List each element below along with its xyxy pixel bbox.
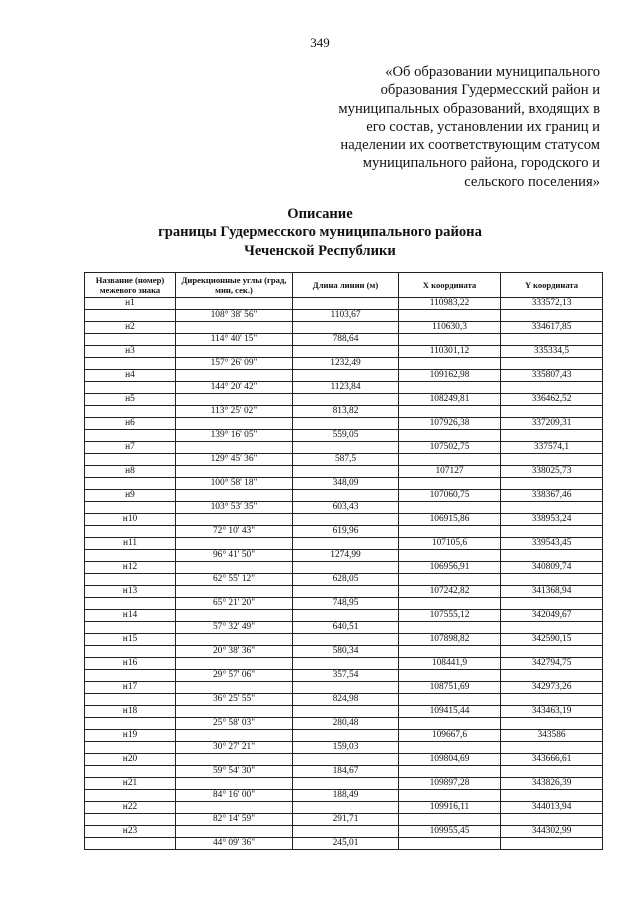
x-coordinate-cell: 107127 — [399, 466, 501, 478]
point-name-cell: н14 — [85, 610, 176, 622]
empty-cell — [85, 742, 176, 754]
column-header-length: Длина линии (м) — [293, 273, 399, 298]
x-coordinate-cell: 109667,6 — [399, 730, 501, 742]
direction-angle-cell: 72° 10' 43" — [176, 526, 293, 538]
column-header-y: Y координата — [501, 273, 603, 298]
x-coordinate-cell: 110630,3 — [399, 322, 501, 334]
point-name-cell: н9 — [85, 490, 176, 502]
table-row-point — [85, 826, 603, 838]
empty-cell — [501, 814, 603, 826]
line-length-cell: 628,05 — [293, 574, 399, 586]
empty-cell — [501, 406, 603, 418]
table-row-segment — [85, 334, 603, 346]
header-line: образования Гудермесский район и — [380, 82, 600, 99]
page-number: 349 — [310, 35, 330, 50]
line-length-cell: 1103,67 — [293, 310, 399, 322]
empty-cell — [85, 478, 176, 490]
y-coordinate-cell: 335807,43 — [501, 370, 603, 382]
point-name-cell: н8 — [85, 466, 176, 478]
table-row-segment — [85, 478, 603, 490]
empty-cell — [501, 502, 603, 514]
empty-cell — [501, 790, 603, 802]
direction-angle-cell: 30° 27' 21" — [176, 742, 293, 754]
empty-cell — [176, 490, 293, 502]
empty-cell — [399, 646, 501, 658]
empty-cell — [399, 334, 501, 346]
y-coordinate-cell: 343826,39 — [501, 778, 603, 790]
y-coordinate-cell: 334617,85 — [501, 322, 603, 334]
empty-cell — [293, 490, 399, 502]
direction-angle-cell: 103° 53' 35" — [176, 502, 293, 514]
empty-cell — [399, 670, 501, 682]
x-coordinate-cell: 109415,44 — [399, 706, 501, 718]
y-coordinate-cell: 344302,99 — [501, 826, 603, 838]
direction-angle-cell: 114° 40' 15" — [176, 334, 293, 346]
x-coordinate-cell: 107105,6 — [399, 538, 501, 550]
x-coordinate-cell: 106956,91 — [399, 562, 501, 574]
direction-angle-cell: 44° 09' 36" — [176, 838, 293, 850]
table-row-point — [85, 538, 603, 550]
table-row-point — [85, 466, 603, 478]
direction-angle-cell: 144° 20' 42" — [176, 382, 293, 394]
x-coordinate-cell: 108249,81 — [399, 394, 501, 406]
y-coordinate-cell: 333572,13 — [501, 298, 603, 310]
empty-cell — [501, 430, 603, 442]
point-name-cell: н3 — [85, 346, 176, 358]
y-coordinate-cell: 340809,74 — [501, 562, 603, 574]
y-coordinate-cell: 342590,15 — [501, 634, 603, 646]
line-length-cell: 357,54 — [293, 670, 399, 682]
empty-cell — [501, 598, 603, 610]
direction-angle-cell: 57° 32' 49" — [176, 622, 293, 634]
empty-cell — [399, 454, 501, 466]
empty-cell — [501, 622, 603, 634]
direction-angle-cell: 113° 25' 02" — [176, 406, 293, 418]
empty-cell — [501, 310, 603, 322]
point-name-cell: н20 — [85, 754, 176, 766]
direction-angle-cell: 62° 55' 12" — [176, 574, 293, 586]
empty-cell — [501, 454, 603, 466]
x-coordinate-cell: 109897,28 — [399, 778, 501, 790]
x-coordinate-cell: 109162,98 — [399, 370, 501, 382]
empty-cell — [85, 526, 176, 538]
line-length-cell: 1232,49 — [293, 358, 399, 370]
table-row-point — [85, 730, 603, 742]
table-row-point — [85, 418, 603, 430]
empty-cell — [176, 394, 293, 406]
table-row-point — [85, 298, 603, 310]
table-row-segment — [85, 502, 603, 514]
header-line: муниципального района, городского и — [362, 155, 600, 172]
empty-cell — [501, 838, 603, 850]
y-coordinate-cell: 338025,73 — [501, 466, 603, 478]
empty-cell — [176, 538, 293, 550]
line-length-cell: 348,09 — [293, 478, 399, 490]
direction-angle-cell: 65° 21' 20" — [176, 598, 293, 610]
empty-cell — [293, 730, 399, 742]
empty-cell — [501, 718, 603, 730]
table-row-segment — [85, 742, 603, 754]
document-header-reference — [300, 63, 600, 191]
empty-cell — [501, 742, 603, 754]
y-coordinate-cell: 336462,52 — [501, 394, 603, 406]
table-row-point — [85, 586, 603, 598]
point-name-cell: н10 — [85, 514, 176, 526]
empty-cell — [85, 622, 176, 634]
x-coordinate-cell: 107926,38 — [399, 418, 501, 430]
empty-cell — [399, 574, 501, 586]
point-name-cell: н22 — [85, 802, 176, 814]
table-row-segment — [85, 310, 603, 322]
direction-angle-cell: 96° 41' 50" — [176, 550, 293, 562]
line-length-cell: 559,05 — [293, 430, 399, 442]
table-row-segment — [85, 622, 603, 634]
empty-cell — [176, 562, 293, 574]
x-coordinate-cell: 107502,75 — [399, 442, 501, 454]
y-coordinate-cell: 342973,26 — [501, 682, 603, 694]
empty-cell — [176, 586, 293, 598]
y-coordinate-cell: 338953,24 — [501, 514, 603, 526]
direction-angle-cell: 157° 26' 09" — [176, 358, 293, 370]
table-row-point — [85, 346, 603, 358]
direction-angle-cell: 36° 25' 55" — [176, 694, 293, 706]
empty-cell — [399, 718, 501, 730]
empty-cell — [176, 442, 293, 454]
direction-angle-cell: 84° 16' 00" — [176, 790, 293, 802]
empty-cell — [399, 598, 501, 610]
direction-angle-cell: 108° 38' 56" — [176, 310, 293, 322]
header-line: его состав, установлении их границ и — [366, 118, 600, 135]
empty-cell — [176, 298, 293, 310]
empty-cell — [176, 658, 293, 670]
empty-cell — [85, 598, 176, 610]
x-coordinate-cell: 107060,75 — [399, 490, 501, 502]
line-length-cell: 184,67 — [293, 766, 399, 778]
empty-cell — [176, 346, 293, 358]
x-coordinate-cell: 110983,22 — [399, 298, 501, 310]
empty-cell — [501, 646, 603, 658]
empty-cell — [176, 610, 293, 622]
empty-cell — [293, 418, 399, 430]
empty-cell — [176, 826, 293, 838]
table-row-segment — [85, 406, 603, 418]
empty-cell — [85, 430, 176, 442]
header-line: наделении их соответствующим статусом — [340, 137, 600, 154]
table-row-segment — [85, 526, 603, 538]
point-name-cell: н5 — [85, 394, 176, 406]
column-header-name: Название (номер) межевого знака — [85, 273, 176, 298]
table-row-segment — [85, 454, 603, 466]
table-row-point — [85, 658, 603, 670]
empty-cell — [293, 538, 399, 550]
table-row-point — [85, 754, 603, 766]
empty-cell — [293, 682, 399, 694]
empty-cell — [293, 802, 399, 814]
empty-cell — [85, 814, 176, 826]
empty-cell — [85, 766, 176, 778]
empty-cell — [85, 574, 176, 586]
table-body — [85, 298, 603, 850]
empty-cell — [176, 370, 293, 382]
empty-cell — [293, 706, 399, 718]
line-length-cell: 291,71 — [293, 814, 399, 826]
empty-cell — [85, 454, 176, 466]
empty-cell — [85, 838, 176, 850]
empty-cell — [399, 478, 501, 490]
empty-cell — [399, 526, 501, 538]
empty-cell — [399, 502, 501, 514]
y-coordinate-cell: 337209,31 — [501, 418, 603, 430]
table-row-segment — [85, 598, 603, 610]
table-row-segment — [85, 814, 603, 826]
empty-cell — [293, 322, 399, 334]
line-length-cell: 580,34 — [293, 646, 399, 658]
line-length-cell: 824,98 — [293, 694, 399, 706]
empty-cell — [293, 826, 399, 838]
empty-cell — [176, 634, 293, 646]
column-header-angle: Дирекционные углы (град, мин, сек.) — [176, 273, 293, 298]
empty-cell — [85, 718, 176, 730]
empty-cell — [293, 610, 399, 622]
empty-cell — [85, 358, 176, 370]
empty-cell — [293, 754, 399, 766]
x-coordinate-cell: 109916,11 — [399, 802, 501, 814]
direction-angle-cell: 20° 38' 36" — [176, 646, 293, 658]
x-coordinate-cell: 108441,9 — [399, 658, 501, 670]
empty-cell — [399, 814, 501, 826]
line-length-cell: 788,64 — [293, 334, 399, 346]
empty-cell — [293, 514, 399, 526]
table-row-segment — [85, 550, 603, 562]
title-line: Чеченской Республики — [244, 242, 396, 259]
empty-cell — [85, 694, 176, 706]
table-row-point — [85, 370, 603, 382]
table-header-row — [85, 273, 603, 298]
y-coordinate-cell: 343463,19 — [501, 706, 603, 718]
empty-cell — [293, 634, 399, 646]
boundary-coordinates-table — [84, 272, 603, 850]
empty-cell — [176, 682, 293, 694]
table-row-point — [85, 514, 603, 526]
point-name-cell: н11 — [85, 538, 176, 550]
empty-cell — [501, 694, 603, 706]
point-name-cell: н17 — [85, 682, 176, 694]
point-name-cell: н15 — [85, 634, 176, 646]
point-name-cell: н19 — [85, 730, 176, 742]
direction-angle-cell: 25° 58' 03" — [176, 718, 293, 730]
empty-cell — [399, 382, 501, 394]
y-coordinate-cell: 341368,94 — [501, 586, 603, 598]
empty-cell — [85, 550, 176, 562]
empty-cell — [293, 442, 399, 454]
table-row-segment — [85, 382, 603, 394]
y-coordinate-cell: 344013,94 — [501, 802, 603, 814]
empty-cell — [85, 406, 176, 418]
table-row-point — [85, 778, 603, 790]
empty-cell — [176, 322, 293, 334]
empty-cell — [85, 646, 176, 658]
empty-cell — [293, 778, 399, 790]
empty-cell — [293, 346, 399, 358]
table-row-segment — [85, 694, 603, 706]
empty-cell — [501, 478, 603, 490]
empty-cell — [293, 658, 399, 670]
direction-angle-cell: 129° 45' 36" — [176, 454, 293, 466]
point-name-cell: н1 — [85, 298, 176, 310]
empty-cell — [176, 706, 293, 718]
table-row-point — [85, 562, 603, 574]
table-row-point — [85, 490, 603, 502]
point-name-cell: н21 — [85, 778, 176, 790]
y-coordinate-cell: 339543,45 — [501, 538, 603, 550]
table-row-segment — [85, 790, 603, 802]
empty-cell — [399, 622, 501, 634]
table-row-segment — [85, 718, 603, 730]
line-length-cell: 245,01 — [293, 838, 399, 850]
line-length-cell: 587,5 — [293, 454, 399, 466]
direction-angle-cell: 59° 54' 30" — [176, 766, 293, 778]
empty-cell — [176, 466, 293, 478]
header-line: «Об образовании муниципального — [385, 64, 600, 80]
empty-cell — [501, 526, 603, 538]
table-row-point — [85, 610, 603, 622]
empty-cell — [501, 358, 603, 370]
empty-cell — [176, 802, 293, 814]
x-coordinate-cell: 108751,69 — [399, 682, 501, 694]
header-line: сельского поселения» — [464, 173, 600, 190]
y-coordinate-cell: 337574,1 — [501, 442, 603, 454]
table-row-point — [85, 802, 603, 814]
x-coordinate-cell: 109804,69 — [399, 754, 501, 766]
x-coordinate-cell: 107555,12 — [399, 610, 501, 622]
point-name-cell: н7 — [85, 442, 176, 454]
line-length-cell: 188,49 — [293, 790, 399, 802]
x-coordinate-cell: 109955,45 — [399, 826, 501, 838]
table-row-point — [85, 442, 603, 454]
direction-angle-cell: 29° 57' 06" — [176, 670, 293, 682]
line-length-cell: 640,51 — [293, 622, 399, 634]
empty-cell — [85, 310, 176, 322]
empty-cell — [399, 406, 501, 418]
empty-cell — [85, 382, 176, 394]
empty-cell — [176, 754, 293, 766]
line-length-cell: 748,95 — [293, 598, 399, 610]
line-length-cell: 603,43 — [293, 502, 399, 514]
x-coordinate-cell: 106915,86 — [399, 514, 501, 526]
direction-angle-cell: 100° 58' 18" — [176, 478, 293, 490]
title-line: границы Гудермесского муниципального района — [158, 224, 482, 241]
document-title — [0, 205, 640, 260]
table-row-segment — [85, 670, 603, 682]
line-length-cell: 280,48 — [293, 718, 399, 730]
empty-cell — [176, 778, 293, 790]
table-row-segment — [85, 646, 603, 658]
table-row-point — [85, 634, 603, 646]
point-name-cell: н23 — [85, 826, 176, 838]
line-length-cell: 159,03 — [293, 742, 399, 754]
empty-cell — [293, 586, 399, 598]
empty-cell — [399, 310, 501, 322]
x-coordinate-cell: 110301,12 — [399, 346, 501, 358]
empty-cell — [399, 694, 501, 706]
empty-cell — [293, 298, 399, 310]
direction-angle-cell: 82° 14' 59" — [176, 814, 293, 826]
y-coordinate-cell: 343666,61 — [501, 754, 603, 766]
point-name-cell: н2 — [85, 322, 176, 334]
table-row-point — [85, 682, 603, 694]
empty-cell — [85, 502, 176, 514]
column-header-x: X координата — [399, 273, 501, 298]
point-name-cell: н16 — [85, 658, 176, 670]
empty-cell — [399, 358, 501, 370]
table-row-segment — [85, 766, 603, 778]
line-length-cell: 813,82 — [293, 406, 399, 418]
empty-cell — [501, 550, 603, 562]
empty-cell — [176, 514, 293, 526]
table-row-segment — [85, 574, 603, 586]
empty-cell — [85, 670, 176, 682]
empty-cell — [176, 418, 293, 430]
y-coordinate-cell: 338367,46 — [501, 490, 603, 502]
empty-cell — [399, 790, 501, 802]
empty-cell — [399, 838, 501, 850]
y-coordinate-cell: 343586 — [501, 730, 603, 742]
empty-cell — [399, 742, 501, 754]
empty-cell — [293, 370, 399, 382]
empty-cell — [85, 790, 176, 802]
empty-cell — [501, 574, 603, 586]
table-row-segment — [85, 430, 603, 442]
x-coordinate-cell: 107242,82 — [399, 586, 501, 598]
table-row-segment — [85, 838, 603, 850]
y-coordinate-cell: 342794,75 — [501, 658, 603, 670]
point-name-cell: н12 — [85, 562, 176, 574]
x-coordinate-cell: 107898,82 — [399, 634, 501, 646]
empty-cell — [399, 766, 501, 778]
table-row-point — [85, 394, 603, 406]
point-name-cell: н4 — [85, 370, 176, 382]
header-line: муниципальных образований, входящих в — [338, 100, 600, 117]
y-coordinate-cell: 342049,67 — [501, 610, 603, 622]
line-length-cell: 1274,99 — [293, 550, 399, 562]
empty-cell — [501, 670, 603, 682]
point-name-cell: н13 — [85, 586, 176, 598]
table-row-point — [85, 706, 603, 718]
empty-cell — [501, 334, 603, 346]
title-line: Описание — [287, 206, 353, 222]
direction-angle-cell: 139° 16' 05" — [176, 430, 293, 442]
empty-cell — [399, 430, 501, 442]
line-length-cell: 619,96 — [293, 526, 399, 538]
empty-cell — [293, 466, 399, 478]
empty-cell — [293, 562, 399, 574]
empty-cell — [176, 730, 293, 742]
point-name-cell: н6 — [85, 418, 176, 430]
y-coordinate-cell: 335334,5 — [501, 346, 603, 358]
empty-cell — [399, 550, 501, 562]
table-row-point — [85, 322, 603, 334]
line-length-cell: 1123,84 — [293, 382, 399, 394]
empty-cell — [293, 394, 399, 406]
table-row-segment — [85, 358, 603, 370]
empty-cell — [501, 382, 603, 394]
point-name-cell: н18 — [85, 706, 176, 718]
empty-cell — [85, 334, 176, 346]
empty-cell — [501, 766, 603, 778]
